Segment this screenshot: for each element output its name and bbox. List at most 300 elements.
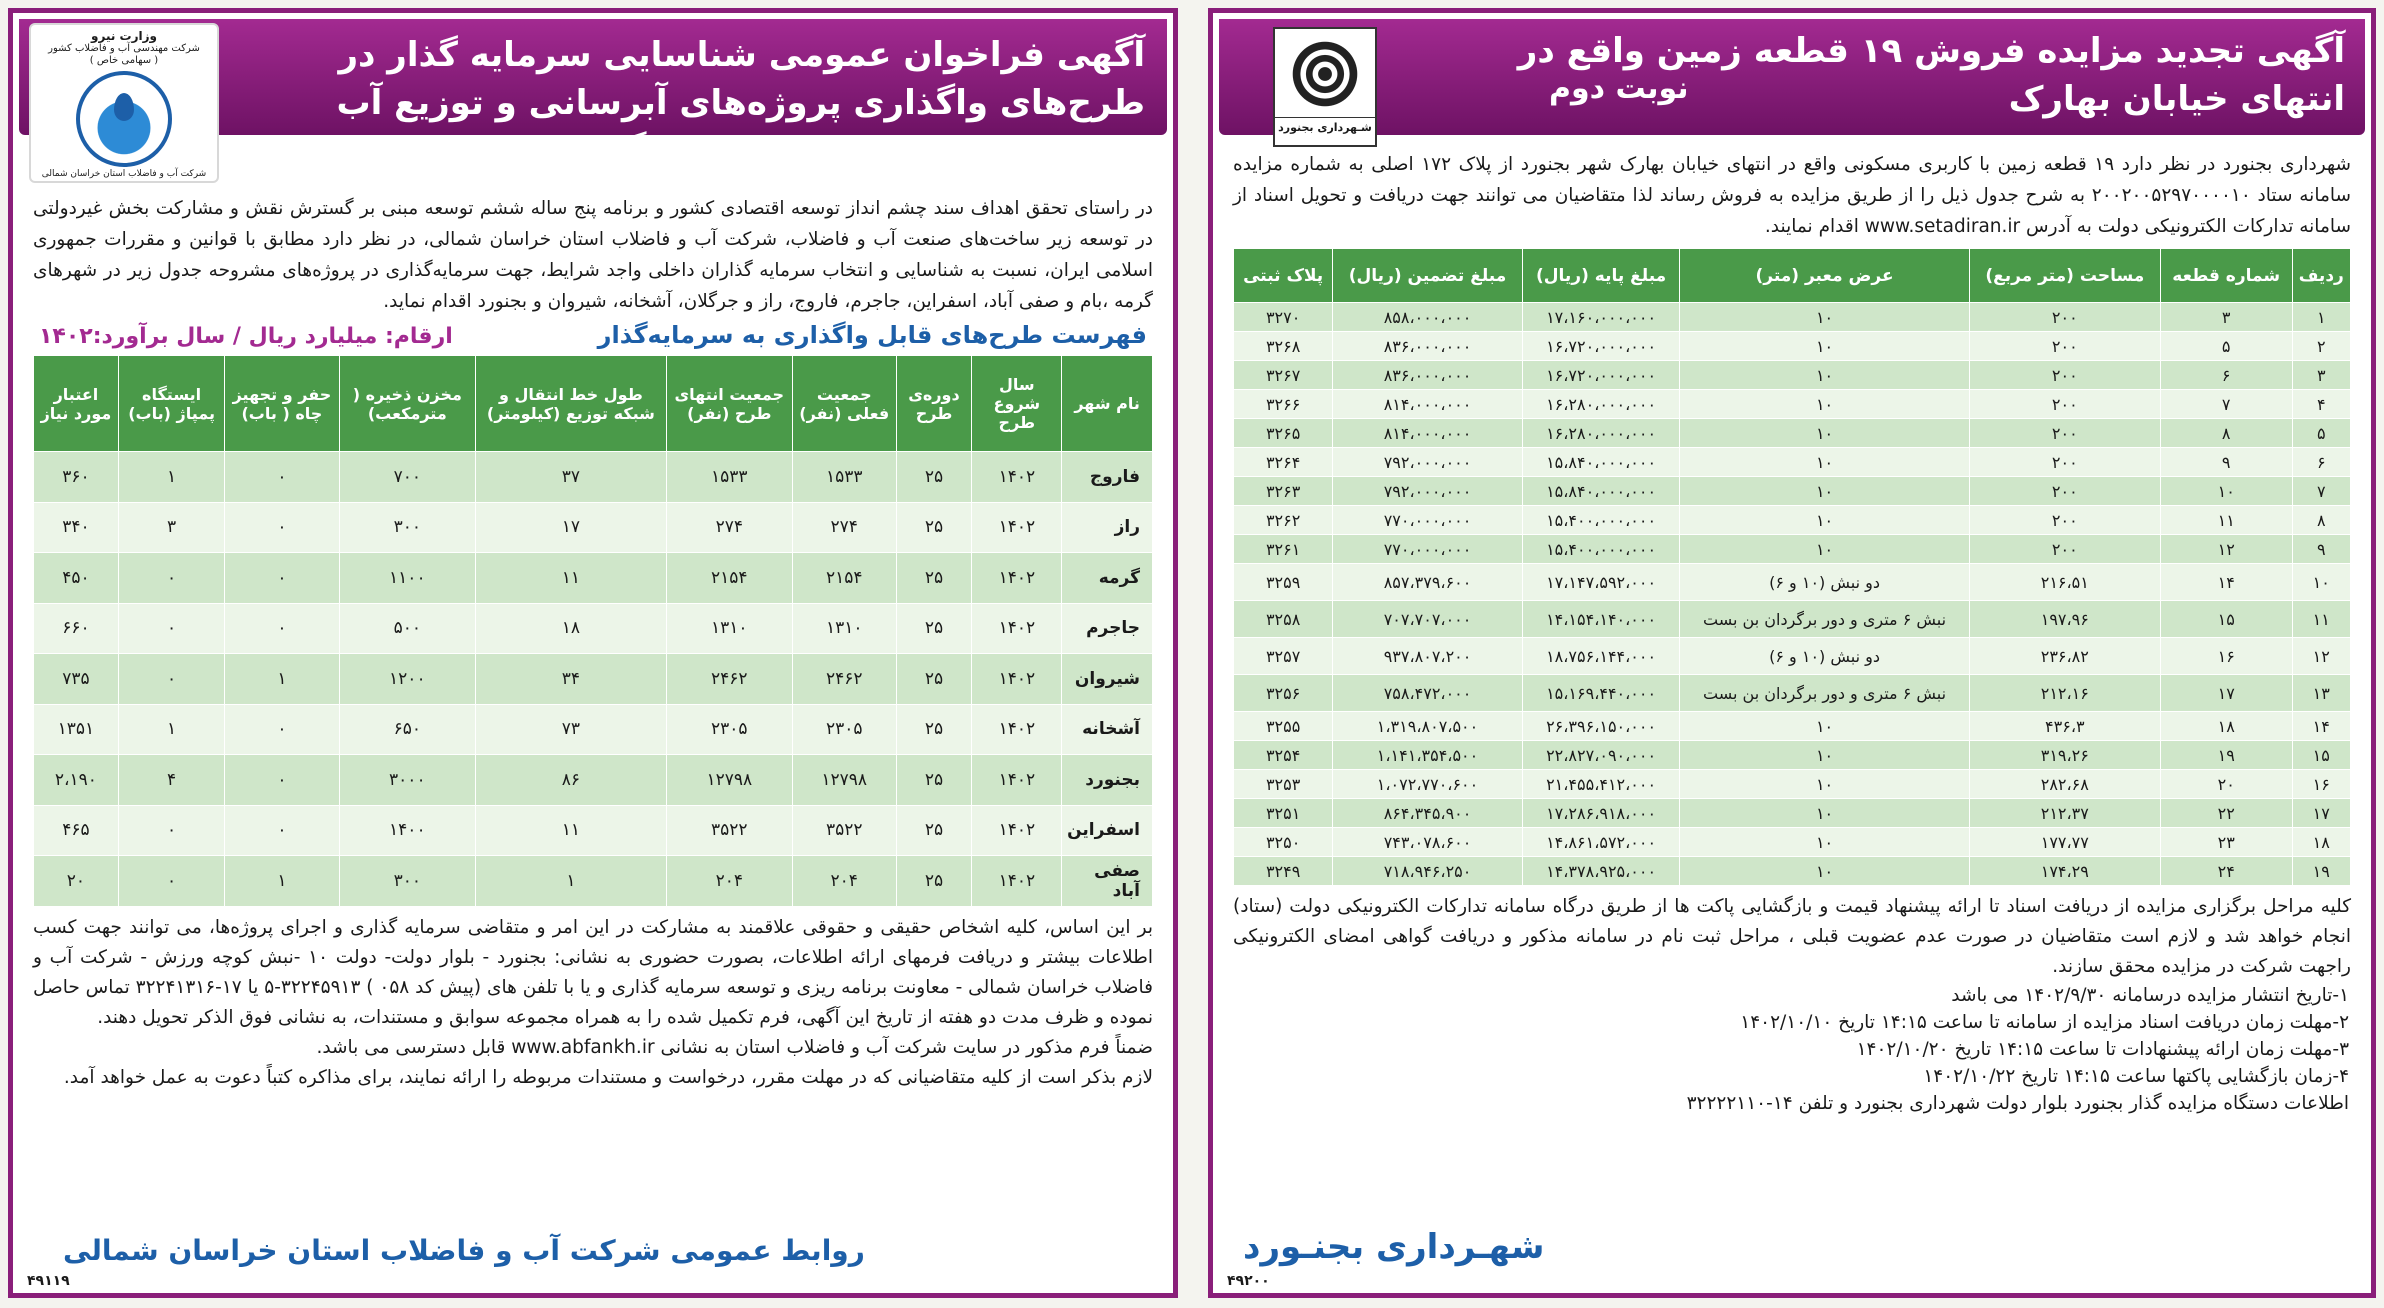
table-cell: ۱۵۳۳ xyxy=(666,452,792,503)
table-cell: ۱۸ xyxy=(476,603,667,654)
table-header-row xyxy=(1234,249,2351,303)
table-cell: ۷ xyxy=(2292,477,2350,506)
table-cell: ۱،۱۴۱،۳۵۴،۵۰۰ xyxy=(1333,741,1522,770)
table-cell: ۲۰۰ xyxy=(1969,535,2160,564)
ad-code: ۴۹۱۱۹ xyxy=(27,1273,70,1289)
table-cell: ۷۷۰،۰۰۰،۰۰۰ xyxy=(1333,535,1522,564)
table-cell: ۳۲۵۶ xyxy=(1234,675,1333,712)
table-row xyxy=(1234,477,2351,506)
column-header: شماره قطعه xyxy=(2160,249,2292,303)
table-cell: ۲۵ xyxy=(896,856,972,907)
table-title: فهرست طرح‌های قابل واگذاری به سرمایه‌گذار xyxy=(597,321,1147,349)
column-header: حفر و تجهیز چاه ( باب) xyxy=(225,356,339,452)
table-cell: ۳۲۵۴ xyxy=(1234,741,1333,770)
table-cell: ۳۲۵۹ xyxy=(1234,564,1333,601)
column-header: مخزن ذخیره ( مترمکعب) xyxy=(339,356,476,452)
column-header: مساحت (متر مربع) xyxy=(1969,249,2160,303)
table-row xyxy=(1234,506,2351,535)
table-cell: ۳۲۶۷ xyxy=(1234,361,1333,390)
table-cell: ۷۹۲،۰۰۰،۰۰۰ xyxy=(1333,448,1522,477)
table-cell: ۱۴،۱۵۴،۱۴۰،۰۰۰ xyxy=(1522,601,1680,638)
table-cell: ۲۵ xyxy=(896,805,972,856)
table-cell: ۱۴۰۲ xyxy=(972,755,1062,806)
table-cell: ۲۰۰ xyxy=(1969,361,2160,390)
table-cell: ۱ xyxy=(476,856,667,907)
table-cell: ۷۹۲،۰۰۰،۰۰۰ xyxy=(1333,477,1522,506)
table-cell: ۳۱۹،۲۶ xyxy=(1969,741,2160,770)
table-cell: ۱۰ xyxy=(1680,506,1969,535)
table-cell: ۷ xyxy=(2160,390,2292,419)
table-cell: ۱۴۰۲ xyxy=(972,553,1062,604)
ad-title: آگهی تجدید مزایده فروش ۱۹ قطعه زمین واقع در انتهای خیابان بهارک xyxy=(1517,31,2345,119)
public-relations-signature: روابط عمومی شرکت آب و فاضلاب استان خراسان شمالی xyxy=(63,1234,865,1267)
ministry-label: وزارت نیرو xyxy=(91,29,157,43)
table-cell: ۲۰۰ xyxy=(1969,506,2160,535)
table-cell: بجنورد xyxy=(1062,755,1153,806)
table-cell: ۱۴۰۲ xyxy=(972,856,1062,907)
table-cell: ۲۱۶،۵۱ xyxy=(1969,564,2160,601)
table-row xyxy=(34,603,1153,654)
table-cell: ۱۹ xyxy=(2292,857,2350,886)
table-cell: ۸۶۴،۳۴۵،۹۰۰ xyxy=(1333,799,1522,828)
flower-emblem-icon xyxy=(1286,35,1364,113)
invitation-note: لازم بذکر است از کلیه متقاضیانی که در مهلت مقرر، درخواست و مستندات مربوطه را ارائه نمایند، برای مذاکره کتباً دعوت به عمل خواهد آمد. xyxy=(63,1066,1153,1088)
table-cell: ۸۵۷،۳۷۹،۶۰۰ xyxy=(1333,564,1522,601)
table-cell: ۱۰ xyxy=(2160,477,2292,506)
table-cell: ۷۵۸،۴۷۲،۰۰۰ xyxy=(1333,675,1522,712)
land-auction-ad xyxy=(1208,8,2376,1298)
table-cell: ۱۵ xyxy=(2292,741,2350,770)
table-cell: ۱۷۷،۷۷ xyxy=(1969,828,2160,857)
table-cell: ۲۰۰ xyxy=(1969,303,2160,332)
table-cell: ۳۲۶۵ xyxy=(1234,419,1333,448)
table-cell: ۳۴۰ xyxy=(34,502,119,553)
table-cell: ۷۷۰،۰۰۰،۰۰۰ xyxy=(1333,506,1522,535)
table-cell: ۳۲۵۸ xyxy=(1234,601,1333,638)
table-cell: ۱۰ xyxy=(1680,741,1969,770)
table-cell: ۰ xyxy=(118,603,225,654)
table-cell: ۱۰ xyxy=(1680,303,1969,332)
table-cell: ۰ xyxy=(225,704,339,755)
column-header: طول خط انتقال و شبکه توزیع (کیلومتر) xyxy=(476,356,667,452)
table-row xyxy=(34,553,1153,604)
table-cell: ۱۰ xyxy=(1680,535,1969,564)
table-cell: ۱۴۰۰ xyxy=(339,805,476,856)
column-header: اعتبار مورد نیاز xyxy=(34,356,119,452)
table-cell: ۲۱،۴۵۵،۴۱۲،۰۰۰ xyxy=(1522,770,1680,799)
units-note: ارقام: میلیارد ریال / سال برآورد:۱۴۰۲ xyxy=(39,324,453,349)
table-cell: فاروج xyxy=(1062,452,1153,503)
column-header: سال شروع طرح xyxy=(972,356,1062,452)
table-cell: ۸۱۴،۰۰۰،۰۰۰ xyxy=(1333,390,1522,419)
table-row xyxy=(1234,390,2351,419)
table-cell: آشخانه xyxy=(1062,704,1153,755)
column-header: جمعیت انتهای طرح (نفر) xyxy=(666,356,792,452)
table-row xyxy=(1234,448,2351,477)
table-cell: ۱ xyxy=(2292,303,2350,332)
ad-title: آگهی فراخوان عمومی شناسایی سرمایه گذار در طرح‌های واگذاری پروژه‌های آبرسانی و توزیع آب اراضی نهضت ملی به سرمایه گذار (نوبت دوم) xyxy=(336,35,1145,171)
table-cell: ۲۵ xyxy=(896,755,972,806)
table-cell: ۵ xyxy=(2292,419,2350,448)
table-cell: ۷۳ xyxy=(476,704,667,755)
table-cell: ۳۲۵۳ xyxy=(1234,770,1333,799)
table-cell: ۶ xyxy=(2292,448,2350,477)
table-cell: ۰ xyxy=(225,553,339,604)
table-cell: ۱۲۰۰ xyxy=(339,654,476,705)
table-cell: ۰ xyxy=(118,553,225,604)
table-cell: ۱۵،۴۰۰،۰۰۰،۰۰۰ xyxy=(1522,506,1680,535)
table-cell: ۴۶۵ xyxy=(34,805,119,856)
table-cell: ۱۵ xyxy=(2160,601,2292,638)
table-cell: ۲۴ xyxy=(2160,857,2292,886)
table-cell: دو نبش (۱۰ و ۶) xyxy=(1680,564,1969,601)
table-cell: ۱۹۷،۹۶ xyxy=(1969,601,2160,638)
table-cell: ۱۵۳۳ xyxy=(792,452,896,503)
table-cell: ۱۶،۷۲۰،۰۰۰،۰۰۰ xyxy=(1522,332,1680,361)
table-cell: ۲۰ xyxy=(34,856,119,907)
table-cell: ۰ xyxy=(118,856,225,907)
table-cell: ۱۴،۸۶۱،۵۷۲،۰۰۰ xyxy=(1522,828,1680,857)
table-cell: ۱۲۷۹۸ xyxy=(666,755,792,806)
table-cell: ۲۷۴ xyxy=(666,502,792,553)
dates-list xyxy=(1219,982,2365,1090)
table-cell: اسفراین xyxy=(1062,805,1153,856)
table-cell: ۱۳ xyxy=(2292,675,2350,712)
table-cell: ۲۶،۳۹۶،۱۵۰،۰۰۰ xyxy=(1522,712,1680,741)
table-cell: ۰ xyxy=(118,654,225,705)
table-cell: ۱۷ xyxy=(476,502,667,553)
date-item: ۲-مهلت زمان دریافت اسناد مزایده از سامانه تا ساعت ۱۴:۱۵ تاریخ ۱۴۰۲/۱۰/۱۰ xyxy=(1740,1012,2349,1033)
plots-table xyxy=(1233,248,2351,886)
table-cell: دو نبش (۱۰ و ۶) xyxy=(1680,638,1969,675)
table-row xyxy=(34,805,1153,856)
table-row xyxy=(1234,535,2351,564)
table-cell: ۱۴۰۲ xyxy=(972,502,1062,553)
table-cell: ۲۲ xyxy=(2160,799,2292,828)
table-cell: ۳ xyxy=(2160,303,2292,332)
table-cell: ۱،۳۱۹،۸۰۷،۵۰۰ xyxy=(1333,712,1522,741)
table-cell: ۳۲۶۱ xyxy=(1234,535,1333,564)
table-row xyxy=(1234,601,2351,638)
table-cell: ۲ xyxy=(2292,332,2350,361)
table-cell: ۱۰ xyxy=(1680,770,1969,799)
table-cell: ۱۰ xyxy=(1680,361,1969,390)
procedure-paragraph: کلیه مراحل برگزاری مزایده از دریافت اسناد تا ارائه پیشنهاد قیمت و بازگشایی پاکت ها از طریق درگاه سامانه تدارکات الکترونیکی دولت (ستاد) انجام خواهد شد و لازم است متقاضیان در صورت عدم عضویت قبلی ، مراحل ثبت نام در سامانه مذکور و دریافت گواهی امضای الکترونیکی راجهت شرکت در مزایده محقق سازند. xyxy=(1233,896,2351,977)
table-row xyxy=(1234,799,2351,828)
table-cell: ۳۲۶۳ xyxy=(1234,477,1333,506)
table-row xyxy=(1234,419,2351,448)
table-row xyxy=(1234,675,2351,712)
table-row xyxy=(1234,638,2351,675)
table-cell: ۱۵،۴۰۰،۰۰۰،۰۰۰ xyxy=(1522,535,1680,564)
water-company-logo xyxy=(29,23,219,183)
municipality-signature: شهـرداری بجنـورد xyxy=(1243,1227,1545,1267)
table-cell: ۱ xyxy=(118,704,225,755)
table-cell: ۱۰ xyxy=(1680,712,1969,741)
table-cell: ۱۲ xyxy=(2292,638,2350,675)
table-cell: ۲۷۴ xyxy=(792,502,896,553)
table-cell: ۲۰۰ xyxy=(1969,448,2160,477)
table-cell: ۶۶۰ xyxy=(34,603,119,654)
table-cell: ۲۱۲،۳۷ xyxy=(1969,799,2160,828)
table-cell: ۲۴۶۲ xyxy=(666,654,792,705)
table-cell: ۸ xyxy=(2160,419,2292,448)
table-row xyxy=(1234,303,2351,332)
column-header: مبلغ پایه (ریال) xyxy=(1522,249,1680,303)
table-cell: ۹ xyxy=(2292,535,2350,564)
table-cell: ۲۵ xyxy=(896,553,972,604)
table-cell: ۱۰ xyxy=(1680,448,1969,477)
table-cell: ۱۷ xyxy=(2292,799,2350,828)
website-note: ضمناً فرم مذکور در سایت شرکت آب و فاضلاب استان به نشانی www.abfankh.ir قابل دسترسی می باشد. xyxy=(316,1036,1153,1058)
table-cell: ۱۳۵۱ xyxy=(34,704,119,755)
table-cell: ۳ xyxy=(118,502,225,553)
table-cell: ۱۴،۳۷۸،۹۲۵،۰۰۰ xyxy=(1522,857,1680,886)
table-row xyxy=(34,704,1153,755)
table-cell: ۲۵ xyxy=(896,502,972,553)
intro-paragraph: شهرداری بجنورد در نظر دارد ۱۹ قطعه زمین با کاربری مسکونی واقع در انتهای خیابان بهارک شهر بجنورد از پلاک ۱۷۲ اصلی به شماره مزایده سامانه ستاد ۲۰۰۲۰۰۵۲۹۷۰۰۰۰۱۰ به شرح جدول ذیل را از طریق مزایده به فروش رساند لذا متقاضیان می توانند جهت دریافت و تحویل اسناد از سامانه تدارکات الکترونیکی دولت به آدرس www.setadiran.ir اقدام نمایند. xyxy=(1233,154,2351,237)
table-row xyxy=(1234,332,2351,361)
table-cell: ۷۳۵ xyxy=(34,654,119,705)
table-cell: ۶ xyxy=(2160,361,2292,390)
column-header: ردیف xyxy=(2292,249,2350,303)
table-cell: ۱۹ xyxy=(2160,741,2292,770)
table-cell: ۲۵ xyxy=(896,654,972,705)
table-cell: ۵۰۰ xyxy=(339,603,476,654)
table-cell: ۳۰۰ xyxy=(339,502,476,553)
emblem-caption: شـهرداری بجنورد xyxy=(1275,117,1375,134)
table-cell: ۲،۱۹۰ xyxy=(34,755,119,806)
table-cell: ۱۵،۱۶۹،۴۴۰،۰۰۰ xyxy=(1522,675,1680,712)
table-cell: ۳۰۰۰ xyxy=(339,755,476,806)
table-cell: ۱۰ xyxy=(1680,332,1969,361)
table-cell: ۱۷۴،۲۹ xyxy=(1969,857,2160,886)
table-cell: ۴ xyxy=(118,755,225,806)
table-row xyxy=(1234,361,2351,390)
table-cell: ۱۴۰۲ xyxy=(972,603,1062,654)
table-cell: ۱۱۰۰ xyxy=(339,553,476,604)
ad-header xyxy=(1219,19,2365,135)
table-cell: ۹ xyxy=(2160,448,2292,477)
date-item: ۱-تاریخ انتشار مزایده درسامانه ۱۴۰۲/۹/۳۰ می باشد xyxy=(1951,985,2349,1006)
table-cell: ۲۱۵۴ xyxy=(792,553,896,604)
table-cell: ۲۰۰ xyxy=(1969,477,2160,506)
table-cell: ۱۴۰۲ xyxy=(972,805,1062,856)
table-row xyxy=(1234,564,2351,601)
table-cell: ۱۴۰۲ xyxy=(972,452,1062,503)
table-cell: نبش ۶ متری و دور برگردان بن بست xyxy=(1680,601,1969,638)
table-cell: ۷۴۳،۰۷۸،۶۰۰ xyxy=(1333,828,1522,857)
table-cell: ۲۰۴ xyxy=(666,856,792,907)
table-cell: ۷۱۸،۹۴۶،۲۵۰ xyxy=(1333,857,1522,886)
table-header-row xyxy=(34,356,1153,452)
table-cell: ۸۳۶،۰۰۰،۰۰۰ xyxy=(1333,332,1522,361)
table-cell: ۸ xyxy=(2292,506,2350,535)
round-label: نوبت دوم xyxy=(1549,71,1689,106)
table-cell: نبش ۶ متری و دور برگردان بن بست xyxy=(1680,675,1969,712)
table-cell: ۵ xyxy=(2160,332,2292,361)
table-cell: ۱۷،۱۶۰،۰۰۰،۰۰۰ xyxy=(1522,303,1680,332)
table-cell: ۱۵،۸۴۰،۰۰۰،۰۰۰ xyxy=(1522,448,1680,477)
table-cell: ۱۶ xyxy=(2160,638,2292,675)
table-cell: ۱۳۱۰ xyxy=(792,603,896,654)
table-cell: ۱۷،۱۴۷،۵۹۲،۰۰۰ xyxy=(1522,564,1680,601)
table-row xyxy=(34,654,1153,705)
column-header: نام شهر xyxy=(1062,356,1153,452)
table-cell: ۳۰۰ xyxy=(339,856,476,907)
table-cell: ۳۲۵۱ xyxy=(1234,799,1333,828)
table-cell: ۳۲۶۶ xyxy=(1234,390,1333,419)
table-row xyxy=(1234,712,2351,741)
table-row xyxy=(34,452,1153,503)
table-cell: گرمه xyxy=(1062,553,1153,604)
table-cell: ۱۸ xyxy=(2160,712,2292,741)
table-cell: ۱۰ xyxy=(1680,390,1969,419)
table-cell: ۸۶ xyxy=(476,755,667,806)
table-cell: ۳۶۰ xyxy=(34,452,119,503)
table-cell: ۱۶،۷۲۰،۰۰۰،۰۰۰ xyxy=(1522,361,1680,390)
table-cell: ۲۴۶۲ xyxy=(792,654,896,705)
table-cell: ۱۲ xyxy=(2160,535,2292,564)
table-cell: ۰ xyxy=(118,805,225,856)
table-cell: ۲۵ xyxy=(896,452,972,503)
table-row xyxy=(1234,857,2351,886)
table-cell: ۳۲۶۲ xyxy=(1234,506,1333,535)
table-cell: ۳۷ xyxy=(476,452,667,503)
table-cell: ۲۰ xyxy=(2160,770,2292,799)
table-cell: ۲۳ xyxy=(2160,828,2292,857)
table-cell: ۱۴ xyxy=(2292,712,2350,741)
projects-table xyxy=(33,355,1153,907)
table-cell: ۱۳۱۰ xyxy=(666,603,792,654)
table-cell: ۱۰ xyxy=(2292,564,2350,601)
table-cell: ۱۶،۲۸۰،۰۰۰،۰۰۰ xyxy=(1522,419,1680,448)
table-cell: ۱۰ xyxy=(1680,857,1969,886)
company-note: ( سهامی خاص ) xyxy=(89,55,159,66)
table-cell: ۱۵،۸۴۰،۰۰۰،۰۰۰ xyxy=(1522,477,1680,506)
table-heading xyxy=(19,321,1167,349)
column-header: مبلغ تضمین (ریال) xyxy=(1333,249,1522,303)
table-cell: ۲۳۶،۸۲ xyxy=(1969,638,2160,675)
table-cell: ۱۱ xyxy=(476,805,667,856)
table-cell: ۸۱۴،۰۰۰،۰۰۰ xyxy=(1333,419,1522,448)
provincial-company-label: شرکت آب و فاضلاب استان خراسان شمالی xyxy=(41,169,207,179)
table-cell: ۱۱ xyxy=(2292,601,2350,638)
table-cell: جاجرم xyxy=(1062,603,1153,654)
table-cell: ۳ xyxy=(2292,361,2350,390)
intro-paragraph: در راستای تحقق اهداف سند چشم انداز توسعه اقتصادی کشور و برنامه پنج ساله ششم توسعه مبنی بر گسترش نقش و مشارکت بخش غیردولتی در توسعه زیر ساخت‌های صنعت آب و فاضلاب، شرکت آب و فاضلاب استان خراسان شمالی، در نظر دارد مطابق با قوانین و مقررات جمهوری اسلامی ایران، نسبت به شناسایی و انتخاب سرمایه گذاران داخلی واجد شرایط، جهت سرمایه‌گذاری در پروژه‌های مشروحه جدول زیر در شهرهای گرمه ،بام و صفی آباد، اسفراین، جاجرم، فاروج، راز و جرگلان، آشخانه، شیروان و بجنورد اقدام نماید. xyxy=(33,198,1153,312)
table-cell: ۴۳۶،۳ xyxy=(1969,712,2160,741)
contact-line: اطلاعات دستگاه مزایده گذار بجنورد بلوار دولت شهرداری بجنورد و تلفن ۱۴-۳۲۲۲۲۱۱۰ xyxy=(1686,1093,2349,1114)
ad-code: ۴۹۲۰۰ xyxy=(1227,1273,1270,1289)
table-cell: ۷۰۷،۷۰۷،۰۰۰ xyxy=(1333,601,1522,638)
table-row xyxy=(1234,741,2351,770)
date-item: ۳-مهلت زمان ارائه پیشنهادات تا ساعت ۱۴:۱۵ تاریخ ۱۴۰۲/۱۰/۲۰ xyxy=(1856,1039,2349,1060)
table-cell: ۱۸ xyxy=(2292,828,2350,857)
municipality-emblem xyxy=(1273,27,1377,147)
table-cell: ۱۶ xyxy=(2292,770,2350,799)
table-cell: ۱۱ xyxy=(476,553,667,604)
water-investment-ad xyxy=(8,8,1178,1298)
table-cell: ۲۵ xyxy=(896,704,972,755)
table-cell: ۸۵۸،۰۰۰،۰۰۰ xyxy=(1333,303,1522,332)
table-cell: ۱ xyxy=(225,856,339,907)
table-cell: ۳۲۷۰ xyxy=(1234,303,1333,332)
table-cell: ۲۰۴ xyxy=(792,856,896,907)
table-cell: ۳۲۶۸ xyxy=(1234,332,1333,361)
table-cell: ۲۲،۸۲۷،۰۹۰،۰۰۰ xyxy=(1522,741,1680,770)
column-header: جمعیت فعلی (نفر) xyxy=(792,356,896,452)
table-cell: ۲۸۲،۶۸ xyxy=(1969,770,2160,799)
table-cell: ۷۰۰ xyxy=(339,452,476,503)
table-cell: ۱۰ xyxy=(1680,419,1969,448)
table-cell: ۲۳۰۵ xyxy=(792,704,896,755)
table-row xyxy=(34,502,1153,553)
table-cell: ۱۱ xyxy=(2160,506,2292,535)
column-header: پلاک ثبتی xyxy=(1234,249,1333,303)
table-cell: ۹۳۷،۸۰۷،۲۰۰ xyxy=(1333,638,1522,675)
table-cell: ۳۴ xyxy=(476,654,667,705)
table-cell: ۱۰ xyxy=(1680,799,1969,828)
table-cell: ۱۰ xyxy=(1680,477,1969,506)
table-cell: ۳۲۶۴ xyxy=(1234,448,1333,477)
table-cell: ۱۷،۲۸۶،۹۱۸،۰۰۰ xyxy=(1522,799,1680,828)
table-cell: ۰ xyxy=(225,502,339,553)
table-cell: ۲۰۰ xyxy=(1969,390,2160,419)
table-cell: ۱ xyxy=(225,654,339,705)
table-cell: ۲۰۰ xyxy=(1969,419,2160,448)
water-drop-icon xyxy=(76,71,172,167)
column-header: ایستگاه پمپاژ (باب) xyxy=(118,356,225,452)
table-cell: راز xyxy=(1062,502,1153,553)
table-cell: ۲۱۵۴ xyxy=(666,553,792,604)
table-cell: ۲۰۰ xyxy=(1969,332,2160,361)
table-cell: ۰ xyxy=(225,452,339,503)
table-cell: ۴۵۰ xyxy=(34,553,119,604)
table-cell: ۱۲۷۹۸ xyxy=(792,755,896,806)
table-cell: ۱۷ xyxy=(2160,675,2292,712)
table-cell: ۲۵ xyxy=(896,603,972,654)
table-cell: ۱۴۰۲ xyxy=(972,654,1062,705)
table-cell: ۳۵۲۲ xyxy=(666,805,792,856)
table-cell: ۱۰ xyxy=(1680,828,1969,857)
table-cell: ۴ xyxy=(2292,390,2350,419)
table-row xyxy=(1234,770,2351,799)
table-cell: ۰ xyxy=(225,603,339,654)
table-cell: ۱ xyxy=(118,452,225,503)
table-cell: ۱،۰۷۲،۷۷۰،۶۰۰ xyxy=(1333,770,1522,799)
table-cell: ۳۲۴۹ xyxy=(1234,857,1333,886)
table-cell: ۳۵۲۲ xyxy=(792,805,896,856)
table-cell: ۳۲۵۷ xyxy=(1234,638,1333,675)
table-cell: ۰ xyxy=(225,755,339,806)
table-cell: شیروان xyxy=(1062,654,1153,705)
table-cell: صفی آباد xyxy=(1062,856,1153,907)
national-company-label: شرکت مهندسی آب و فاضلاب کشور xyxy=(48,43,200,54)
table-row xyxy=(34,755,1153,806)
table-cell: ۰ xyxy=(225,805,339,856)
table-row xyxy=(34,856,1153,907)
table-cell: ۲۳۰۵ xyxy=(666,704,792,755)
table-cell: ۸۳۶،۰۰۰،۰۰۰ xyxy=(1333,361,1522,390)
table-cell: ۳۲۵۰ xyxy=(1234,828,1333,857)
table-cell: ۱۴ xyxy=(2160,564,2292,601)
table-cell: ۱۴۰۲ xyxy=(972,704,1062,755)
date-item: ۴-زمان بازگشایی پاکتها ساعت ۱۴:۱۵ تاریخ ۱۴۰۲/۱۰/۲۲ xyxy=(1923,1066,2349,1087)
table-cell: ۲۱۲،۱۶ xyxy=(1969,675,2160,712)
table-cell: ۳۲۵۵ xyxy=(1234,712,1333,741)
table-cell: ۱۸،۷۵۶،۱۴۴،۰۰۰ xyxy=(1522,638,1680,675)
